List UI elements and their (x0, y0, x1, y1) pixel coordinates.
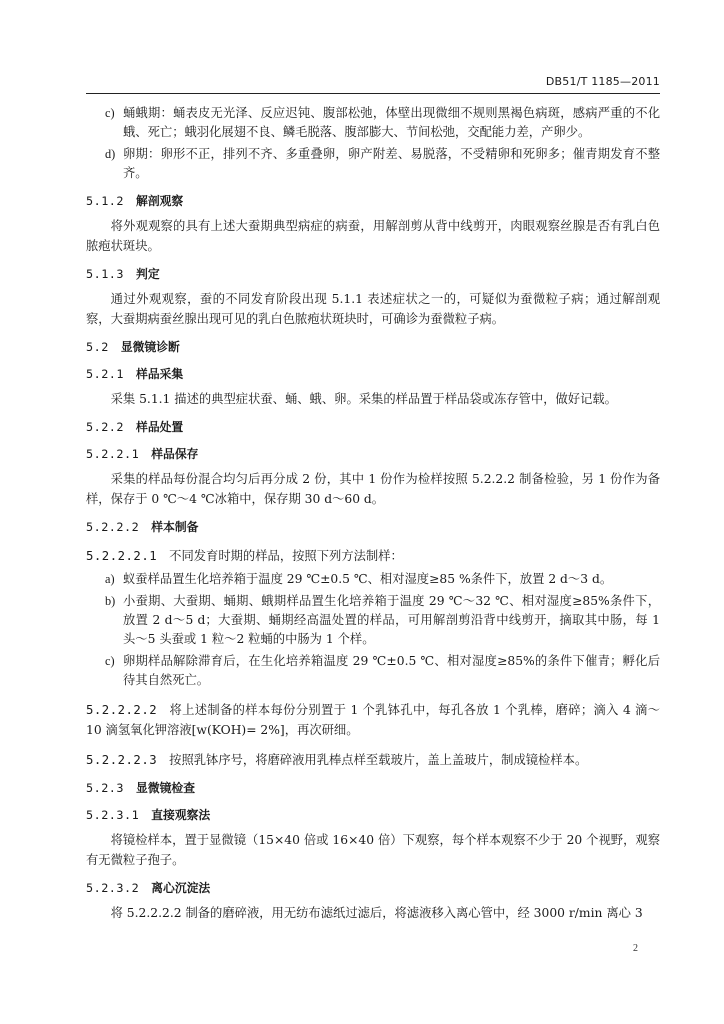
list-marker: c) (105, 654, 115, 668)
section-title: 离心沉淀法 (151, 881, 211, 895)
list-item (86, 145, 660, 183)
section-title: 判定 (136, 267, 160, 281)
header-rule (86, 93, 660, 94)
list-item-text: 卵期样品解除滞育后，在生化培养箱温度 29 ℃±0.5 ℃、相对湿度≥85%的条件下催青；孵化后待其自然死亡。 (123, 654, 660, 687)
section-title: 样品保存 (151, 447, 199, 461)
paragraph: 采集 5.1.1 描述的典型症状蚕、蛹、蛾、卵。采集的样品置于样品袋或冻存管中，做好记载。 (110, 392, 617, 406)
preparation-list (86, 570, 660, 690)
section-number: 5.2 (86, 340, 109, 354)
paragraph: 将 5.2.2.2.2 制备的磨碎液，用无纺布滤纸过滤后，将滤液移入离心管中，经 3000 r/min 离心 3 (110, 906, 643, 920)
list-item (86, 104, 660, 142)
section-heading (86, 807, 660, 824)
clause-number: 5.2.2.2.2 (86, 703, 158, 717)
section-number: 5.1.2 (86, 194, 125, 208)
section-heading (86, 366, 660, 383)
list-marker: a) (105, 572, 115, 586)
section-number: 5.2.3.1 (86, 808, 140, 822)
paragraph: 采集的样品每份混合均匀后再分成 2 份，其中 1 份作为检样按照 5.2.2.2 制备检验，另 1 份作为备样，保存于 0 ℃～4 ℃冰箱中，保存期 30 d～60 d。 (86, 472, 660, 506)
list-marker: c) (105, 106, 115, 120)
paragraph: 将镜检样本，置于显微镜（15×40 倍或 16×40 倍）下观察，每个样本观察不少于 20 个视野，观察有无微粒子孢子。 (86, 833, 660, 867)
list-item (86, 570, 660, 589)
section-title: 显微镜诊断 (120, 340, 180, 354)
run-in-clause (86, 546, 660, 566)
section-heading (86, 339, 660, 356)
section-number: 5.2.1 (86, 367, 125, 381)
section-number: 5.1.3 (86, 267, 125, 281)
list-item (86, 652, 660, 690)
section-number: 5.2.3 (86, 781, 125, 795)
section-number: 5.2.2.1 (86, 447, 140, 461)
clause-text: 将上述制备的样本每份分别置于 1 个乳钵孔中，每孔各放 1 个乳棒，磨碎；滴入 4 滴～10 滴氢氧化钾溶液[w(KOH)= 2%]，再次研细。 (86, 703, 660, 737)
section-number: 5.2.3.2 (86, 881, 140, 895)
list-marker: d) (105, 147, 116, 161)
run-in-clause (86, 700, 660, 740)
section-heading (86, 193, 660, 210)
list-marker: b) (105, 594, 116, 608)
section-title: 样品采集 (136, 367, 184, 381)
section-title: 样品处置 (136, 420, 184, 434)
page-content (86, 100, 660, 925)
list-item-text: 小蚕期、大蚕期、蛹期、蛾期样品置生化培养箱于温度 29 ℃～32 ℃、相对湿度≥85%条件下，放置 2 d～5 d；大蚕期、蛹期经高温处置的样品，可用解剖剪沿背中线剪开，摘取其中肠，每 1 头～5 头蚕或 1 粒～2 粒蛹的中肠为 1 个样。 (123, 594, 660, 646)
section-heading (86, 419, 660, 436)
section-number: 5.2.2 (86, 420, 125, 434)
clause-number: 5.2.2.2.1 (86, 549, 158, 563)
section-heading (86, 519, 660, 536)
clause-text: 不同发育时期的样品，按照下列方法制样： (169, 549, 403, 563)
clause-text: 按照乳钵序号，将磨碎液用乳棒点样至载玻片，盖上盖玻片，制成镜检样本。 (169, 753, 588, 767)
clause-number: 5.2.2.2.3 (86, 753, 158, 767)
section-heading (86, 266, 660, 283)
section-heading (86, 880, 660, 897)
paragraph: 将外观观察的具有上述大蚕期典型病症的病蚕，用解剖剪从背中线剪开，肉眼观察丝腺是否有乳白色脓疱状斑块。 (86, 219, 660, 253)
section-title: 解剖观察 (136, 194, 184, 208)
section-heading (86, 446, 660, 463)
list-item-text: 蚁蚕样品置生化培养箱于温度 29 ℃±0.5 ℃、相对湿度≥85 %条件下，放置 2 d～3 d。 (123, 572, 613, 586)
paragraph: 通过外观观察，蚕的不同发育阶段出现 5.1.1 表述症状之一的，可疑似为蚕微粒子病；通过解剖观察，大蚕期病蚕丝腺出现可见的乳白色脓疱状斑块时，可确诊为蚕微粒子病。 (86, 292, 660, 326)
run-in-clause (86, 750, 660, 770)
section-heading (86, 780, 660, 797)
page-number: 2 (633, 943, 638, 954)
section-title: 显微镜检查 (136, 781, 196, 795)
document-code: DB51/T 1185—2011 (545, 75, 660, 88)
list-item-text: 蛹蛾期：蛹表皮无光泽、反应迟钝、腹部松弛，体壁出现微细不规则黑褐色病斑，感病严重的不化蛾、死亡；蛾羽化展翅不良、鳞毛脱落、腹部膨大、节间松弛，交配能力差，产卵少。 (123, 106, 660, 139)
section-title: 样本制备 (151, 520, 199, 534)
section-title: 直接观察法 (151, 808, 211, 822)
symptom-list (86, 104, 660, 183)
section-number: 5.2.2.2 (86, 520, 140, 534)
list-item (86, 592, 660, 649)
list-item-text: 卵期：卵形不正，排列不齐、多重叠卵，卵产附差、易脱落，不受精卵和死卵多；催青期发育不整齐。 (123, 147, 660, 180)
